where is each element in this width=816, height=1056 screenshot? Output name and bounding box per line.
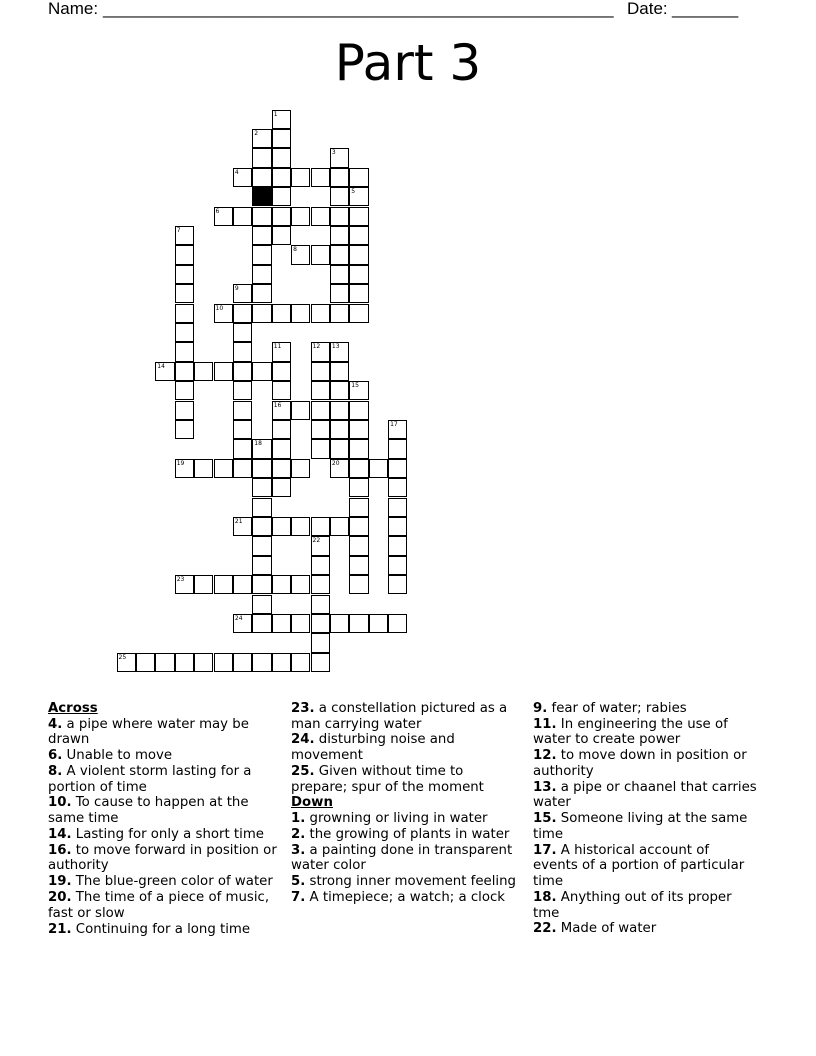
- clue-down: [533, 701, 758, 717]
- grid-cell[interactable]: [233, 614, 252, 633]
- grid-cell[interactable]: [388, 556, 407, 575]
- clue-number: 3: [331, 149, 336, 157]
- grid-cell[interactable]: [175, 362, 194, 381]
- grid-cell[interactable]: [136, 653, 155, 672]
- grid-cell[interactable]: [272, 614, 291, 633]
- clue-down: [533, 843, 758, 890]
- grid-cell[interactable]: [233, 284, 252, 303]
- clue-number-label: 18.: [533, 889, 557, 905]
- grid-cell[interactable]: [175, 381, 194, 400]
- clue-number: 8: [293, 246, 297, 254]
- clue-down: [533, 717, 758, 748]
- clue-number-label: 23.: [291, 701, 315, 716]
- grid-cell[interactable]: [272, 653, 291, 672]
- clue-number-label: 8.: [48, 763, 63, 779]
- clue-across: [48, 922, 280, 938]
- grid-cell[interactable]: [330, 284, 349, 303]
- clue-across: [48, 795, 280, 826]
- clue-text: A violent storm lasting for a portion of time: [48, 763, 252, 795]
- grid-cell[interactable]: [272, 187, 291, 206]
- clue-number: 14: [157, 362, 165, 370]
- grid-cell[interactable]: [330, 614, 349, 633]
- grid-cell[interactable]: [349, 304, 368, 323]
- grid-cell[interactable]: [330, 342, 349, 361]
- grid-cell[interactable]: [272, 110, 291, 129]
- grid-cell[interactable]: [349, 187, 368, 206]
- clue-down: [291, 890, 519, 906]
- date-label: Date:: [627, 0, 673, 18]
- clue-down: [533, 921, 758, 937]
- grid-cell[interactable]: [311, 245, 330, 264]
- clue-number-label: 9.: [533, 701, 548, 716]
- clue-number-label: 19.: [48, 874, 72, 890]
- clue-text: The blue-green color of water: [71, 874, 273, 890]
- clue-text: Anything out of its proper tme: [533, 889, 732, 921]
- clue-text: fear of water; rabies: [547, 701, 687, 716]
- grid-cell[interactable]: [311, 556, 330, 575]
- grid-cell[interactable]: [330, 381, 349, 400]
- clue-number: 12: [312, 343, 321, 351]
- clue-across: [48, 874, 280, 890]
- grid-cell[interactable]: [311, 381, 330, 400]
- grid-cell[interactable]: [252, 614, 271, 633]
- clue-number: 5: [351, 188, 356, 196]
- grid-cell[interactable]: [252, 245, 271, 264]
- clue-number: 7: [176, 226, 181, 234]
- clue-text: a constellation pictured as a man carrying water: [291, 701, 508, 732]
- grid-cell[interactable]: [311, 517, 330, 536]
- grid-cell[interactable]: [233, 304, 252, 323]
- grid-cell[interactable]: [175, 265, 194, 284]
- grid-cell[interactable]: [233, 517, 252, 536]
- grid-cell[interactable]: [388, 536, 407, 555]
- clue-number-label: 3.: [291, 842, 306, 858]
- clue-number: 9: [234, 285, 239, 293]
- grid-cell[interactable]: [252, 575, 271, 594]
- grid-cell[interactable]: [175, 226, 194, 245]
- grid-cell[interactable]: [330, 245, 349, 264]
- grid-cell[interactable]: [252, 265, 271, 284]
- clue-number-label: 1.: [291, 811, 306, 827]
- grid-cell[interactable]: [233, 420, 252, 439]
- grid-cell[interactable]: [272, 381, 291, 400]
- grid-cell[interactable]: [233, 401, 252, 420]
- grid-cell[interactable]: [252, 595, 271, 614]
- clue-number-label: 11.: [533, 716, 557, 732]
- clue-number-label: 22.: [533, 921, 557, 937]
- grid-cell[interactable]: [272, 129, 291, 148]
- grid-cell[interactable]: [291, 459, 310, 478]
- clue-across: [48, 748, 280, 764]
- grid-cell[interactable]: [388, 439, 407, 458]
- grid-cell[interactable]: [349, 284, 368, 303]
- grid-cell[interactable]: [252, 439, 271, 458]
- clue-number-label: 12.: [533, 748, 557, 764]
- clue-across: [291, 764, 519, 795]
- clue-number: 15: [351, 382, 359, 390]
- grid-cell[interactable]: [252, 459, 271, 478]
- grid-cell[interactable]: [311, 595, 330, 614]
- clue-number-label: 20.: [48, 890, 72, 906]
- grid-cell[interactable]: [311, 342, 330, 361]
- grid-cell[interactable]: [252, 653, 271, 672]
- grid-cell[interactable]: [311, 633, 330, 652]
- grid-cell[interactable]: [214, 653, 233, 672]
- clue-number-label: 17.: [533, 842, 557, 858]
- clue-text: Continuing for a long time: [71, 921, 251, 937]
- grid-cell[interactable]: [233, 342, 252, 361]
- clue-number: 20: [331, 459, 340, 467]
- clue-number: 22: [312, 537, 321, 545]
- grid-cell[interactable]: [233, 459, 252, 478]
- clue-text: growning or living in water: [305, 811, 488, 827]
- grid-cell[interactable]: [272, 148, 291, 167]
- clue-down: [533, 890, 758, 921]
- clue-across: [48, 717, 280, 748]
- clue-text: Unable to move: [62, 748, 173, 764]
- clue-number-label: 14.: [48, 826, 72, 842]
- clue-number-label: 4.: [48, 716, 63, 732]
- grid-cell[interactable]: [330, 226, 349, 245]
- grid-cell[interactable]: [388, 420, 407, 439]
- grid-cell[interactable]: [330, 207, 349, 226]
- clue-column-2: [291, 701, 519, 906]
- clue-number-label: 21.: [48, 921, 72, 937]
- grid-cell[interactable]: [311, 653, 330, 672]
- clue-text: Lasting for only a short time: [71, 826, 264, 842]
- clue-number: 2: [254, 129, 259, 137]
- clue-down: [291, 843, 519, 874]
- clue-across: [48, 843, 280, 874]
- name-label: Name:: [48, 0, 103, 18]
- clue-number: 10: [215, 304, 224, 312]
- clue-column-3: [533, 701, 758, 937]
- grid-cell[interactable]: [349, 498, 368, 517]
- clue-number: 11: [273, 343, 282, 351]
- clue-text: Someone living at the same time: [533, 811, 748, 842]
- grid-cell[interactable]: [233, 168, 252, 187]
- grid-cell[interactable]: [233, 653, 252, 672]
- clue-text: In engineering the use of water to create power: [533, 716, 728, 748]
- grid-cell[interactable]: [311, 401, 330, 420]
- grid-cell[interactable]: [349, 575, 368, 594]
- grid-cell[interactable]: [194, 575, 213, 594]
- clue-number-label: 24.: [291, 732, 315, 748]
- grid-cell[interactable]: [349, 459, 368, 478]
- grid-cell[interactable]: [388, 517, 407, 536]
- clue-number: 13: [331, 343, 340, 351]
- grid-cell[interactable]: [291, 207, 310, 226]
- grid-cell[interactable]: [272, 362, 291, 381]
- grid-cell[interactable]: [252, 207, 271, 226]
- grid-cell[interactable]: [272, 517, 291, 536]
- grid-cell[interactable]: [388, 498, 407, 517]
- grid-cell[interactable]: [194, 653, 213, 672]
- grid-cell[interactable]: [272, 226, 291, 245]
- grid-cell[interactable]: [175, 245, 194, 264]
- grid-cell[interactable]: [349, 207, 368, 226]
- grid-cell[interactable]: [233, 439, 252, 458]
- clue-down: [291, 874, 519, 890]
- grid-cell[interactable]: [233, 575, 252, 594]
- grid-cell[interactable]: [311, 420, 330, 439]
- grid-cell[interactable]: [388, 478, 407, 497]
- clue-down: [533, 811, 758, 842]
- grid-cell[interactable]: [330, 401, 349, 420]
- name-line: ______________________________________________________: [103, 0, 614, 18]
- grid-cell[interactable]: [291, 517, 310, 536]
- clue-across: [291, 701, 519, 732]
- grid-cell[interactable]: [252, 478, 271, 497]
- clue-text: a pipe where water may be drawn: [48, 716, 249, 748]
- clue-number: 18: [254, 440, 262, 448]
- grid-cell[interactable]: [252, 129, 271, 148]
- grid-cell[interactable]: [272, 575, 291, 594]
- clue-text: disturbing noise and movement: [291, 732, 455, 764]
- grid-cell[interactable]: [155, 362, 174, 381]
- clue-text: to move forward in position or authority: [48, 842, 277, 874]
- grid-cell[interactable]: [349, 168, 368, 187]
- grid-cell[interactable]: [175, 304, 194, 323]
- grid-cell[interactable]: [252, 284, 271, 303]
- grid-cell[interactable]: [349, 420, 368, 439]
- grid-cell[interactable]: [369, 614, 388, 633]
- grid-cell[interactable]: [291, 168, 310, 187]
- grid-cell[interactable]: [330, 148, 349, 167]
- grid-cell[interactable]: [175, 323, 194, 342]
- across-heading: Across: [48, 701, 98, 716]
- grid-cell[interactable]: [369, 459, 388, 478]
- grid-cell[interactable]: [291, 245, 310, 264]
- grid-cell[interactable]: [175, 420, 194, 439]
- clue-number-label: 15.: [533, 811, 557, 827]
- grid-cell[interactable]: [272, 304, 291, 323]
- clue-text: strong inner movement feeling: [305, 874, 516, 890]
- clue-across: [291, 732, 519, 763]
- clue-text: the growing of plants in water: [305, 826, 510, 842]
- grid-cell[interactable]: [330, 187, 349, 206]
- grid-cell[interactable]: [291, 304, 310, 323]
- grid-cell[interactable]: [214, 207, 233, 226]
- grid-cell[interactable]: [311, 536, 330, 555]
- grid-cell[interactable]: [330, 265, 349, 284]
- clue-number-label: 16.: [48, 842, 72, 858]
- clue-number: 19: [176, 459, 185, 467]
- page-title: Part 3: [334, 34, 482, 92]
- grid-cell[interactable]: [330, 168, 349, 187]
- grid-cell[interactable]: [349, 517, 368, 536]
- grid-cell[interactable]: [233, 362, 252, 381]
- clue-number: 21: [234, 517, 243, 525]
- clue-number: 6: [215, 207, 220, 215]
- grid-cell[interactable]: [349, 265, 368, 284]
- grid-cell[interactable]: [349, 226, 368, 245]
- grid-cell[interactable]: [214, 362, 233, 381]
- grid-cell[interactable]: [349, 556, 368, 575]
- clue-across: [48, 827, 280, 843]
- clue-number-label: 6.: [48, 748, 63, 764]
- down-heading: Down: [291, 795, 333, 811]
- grid-cell[interactable]: [349, 245, 368, 264]
- grid-cell[interactable]: [252, 536, 271, 555]
- grid-cell[interactable]: [252, 226, 271, 245]
- black-cell: [252, 187, 271, 206]
- clue-number: 17: [390, 420, 398, 428]
- clue-number: 24: [234, 614, 243, 622]
- grid-cell[interactable]: [349, 439, 368, 458]
- clue-down: [291, 827, 519, 843]
- clue-text: A historical account of events of a portion of particular time: [533, 842, 745, 890]
- grid-cell[interactable]: [311, 207, 330, 226]
- grid-cell[interactable]: [175, 342, 194, 361]
- grid-cell[interactable]: [311, 362, 330, 381]
- grid-cell[interactable]: [311, 575, 330, 594]
- grid-cell[interactable]: [155, 653, 174, 672]
- clue-text: Made of water: [556, 921, 657, 937]
- clue-number: 4: [234, 168, 239, 176]
- grid-cell[interactable]: [175, 575, 194, 594]
- clue-text: a painting done in transparent water color: [291, 842, 513, 874]
- grid-cell[interactable]: [175, 459, 194, 478]
- grid-cell[interactable]: [252, 168, 271, 187]
- clue-text: a pipe or chaanel that carries water: [533, 779, 757, 811]
- grid-cell[interactable]: [349, 536, 368, 555]
- grid-cell[interactable]: [349, 478, 368, 497]
- grid-cell[interactable]: [272, 439, 291, 458]
- clue-down: [291, 811, 519, 827]
- grid-cell[interactable]: [252, 556, 271, 575]
- grid-cell[interactable]: [272, 342, 291, 361]
- grid-cell[interactable]: [349, 381, 368, 400]
- clue-text: to move down in position or authority: [533, 748, 747, 779]
- clue-number: 1: [273, 110, 278, 118]
- grid-cell[interactable]: [311, 614, 330, 633]
- grid-cell[interactable]: [272, 420, 291, 439]
- grid-cell[interactable]: [194, 362, 213, 381]
- grid-cell[interactable]: [330, 517, 349, 536]
- clue-down: [533, 748, 758, 779]
- clue-number-label: 2.: [291, 826, 306, 842]
- grid-cell[interactable]: [388, 459, 407, 478]
- clue-number-label: 10.: [48, 795, 72, 811]
- grid-cell[interactable]: [330, 304, 349, 323]
- grid-cell[interactable]: [175, 653, 194, 672]
- clue-down: [533, 780, 758, 811]
- grid-cell[interactable]: [233, 207, 252, 226]
- grid-cell[interactable]: [330, 439, 349, 458]
- grid-cell[interactable]: [214, 304, 233, 323]
- grid-cell[interactable]: [252, 304, 271, 323]
- grid-cell[interactable]: [291, 653, 310, 672]
- clue-number-label: 5.: [291, 874, 306, 890]
- grid-cell[interactable]: [252, 498, 271, 517]
- clue-column-1: [48, 701, 280, 938]
- grid-cell[interactable]: [272, 401, 291, 420]
- grid-cell[interactable]: [291, 575, 310, 594]
- grid-cell[interactable]: [272, 478, 291, 497]
- clue-number: 25: [118, 653, 127, 661]
- grid-cell[interactable]: [233, 323, 252, 342]
- grid-cell[interactable]: [311, 168, 330, 187]
- grid-cell[interactable]: [330, 420, 349, 439]
- clue-number: 23: [176, 576, 185, 584]
- grid-cell[interactable]: [272, 168, 291, 187]
- clue-across: [48, 890, 280, 921]
- grid-cell[interactable]: [233, 381, 252, 400]
- grid-cell[interactable]: [272, 207, 291, 226]
- grid-cell[interactable]: [252, 517, 271, 536]
- grid-cell[interactable]: [272, 459, 291, 478]
- clue-text: To cause to happen at the same time: [48, 795, 249, 827]
- grid-cell[interactable]: [214, 459, 233, 478]
- grid-cell[interactable]: [330, 362, 349, 381]
- grid-cell[interactable]: [117, 653, 136, 672]
- grid-cell[interactable]: [349, 614, 368, 633]
- clue-number: 16: [273, 401, 282, 409]
- grid-cell[interactable]: [291, 401, 310, 420]
- grid-cell[interactable]: [214, 575, 233, 594]
- grid-cell[interactable]: [252, 362, 271, 381]
- grid-cell[interactable]: [311, 304, 330, 323]
- grid-cell[interactable]: [252, 148, 271, 167]
- clue-number-label: 7.: [291, 890, 306, 906]
- grid-cell[interactable]: [349, 401, 368, 420]
- grid-cell[interactable]: [194, 459, 213, 478]
- clue-text: The time of a piece of music, fast or slow: [48, 890, 270, 921]
- grid-cell[interactable]: [291, 614, 310, 633]
- clue-across: [48, 764, 280, 795]
- grid-cell[interactable]: [175, 401, 194, 420]
- clue-text: A timepiece; a watch; a clock: [305, 890, 505, 906]
- clue-number-label: 25.: [291, 763, 315, 779]
- grid-cell[interactable]: [388, 575, 407, 594]
- clue-number-label: 13.: [533, 779, 557, 795]
- grid-cell[interactable]: [330, 459, 349, 478]
- grid-cell[interactable]: [388, 614, 407, 633]
- clue-text: Given without time to prepare; spur of the moment: [291, 763, 484, 795]
- grid-cell[interactable]: [175, 284, 194, 303]
- date-line: _______: [672, 0, 739, 18]
- grid-cell[interactable]: [311, 439, 330, 458]
